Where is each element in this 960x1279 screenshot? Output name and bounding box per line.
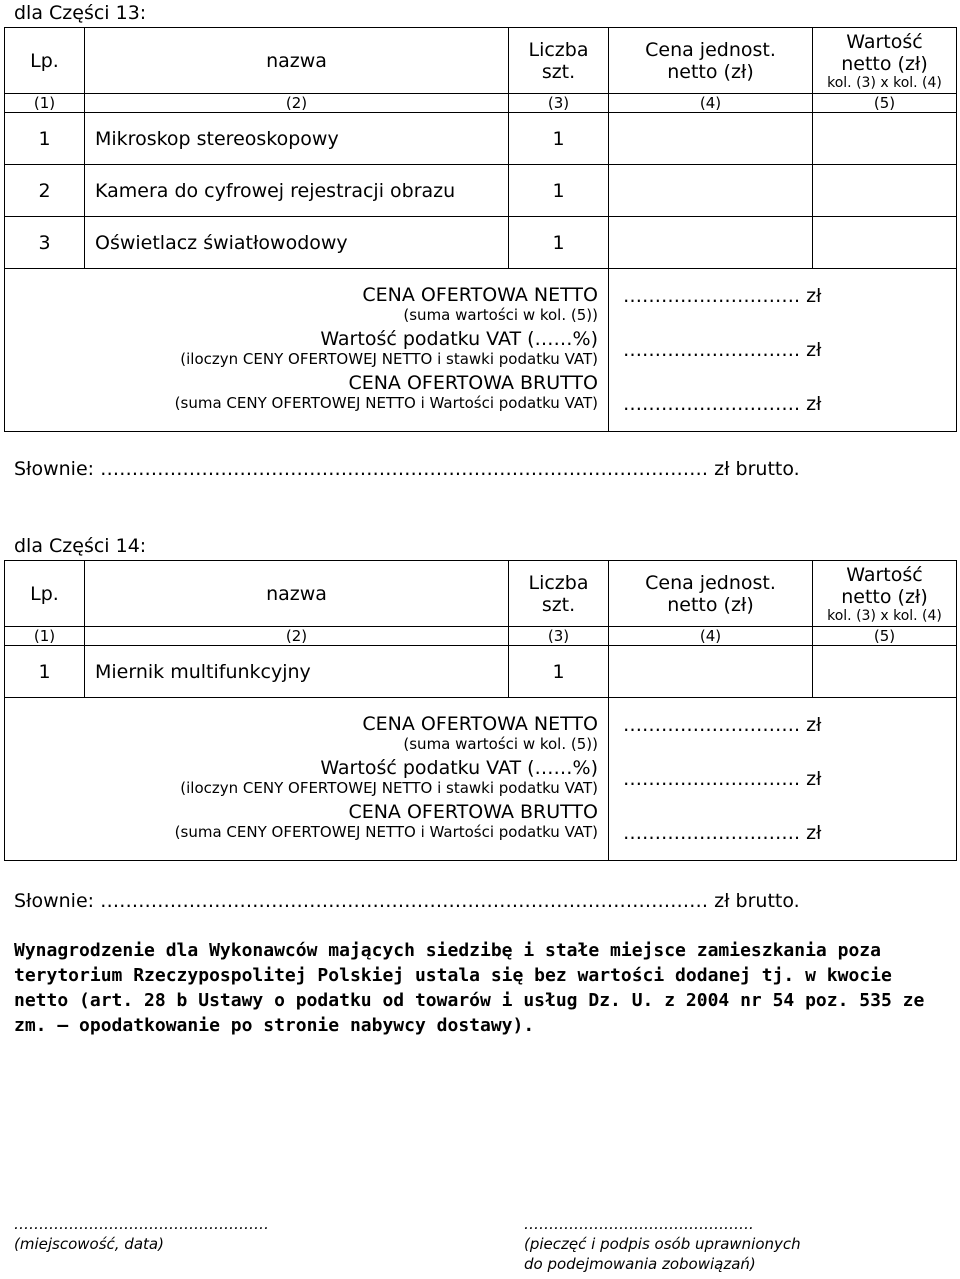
part14-table	[4, 560, 957, 861]
summary-amounts	[609, 269, 957, 432]
column-number-row: (1) (2) (3) (4) (5)	[5, 94, 957, 113]
part13-heading: dla Części 13:	[14, 2, 147, 24]
part13-table	[4, 27, 957, 432]
amount-vat: ………………………. zł	[623, 339, 822, 361]
summary-row	[5, 269, 957, 432]
table-header-row	[5, 28, 957, 94]
amount-brutto: ………………………. zł	[623, 822, 822, 844]
column-number-row: (1) (2) (3) (4) (5)	[5, 627, 957, 646]
header-lp: Lp.	[5, 28, 85, 94]
summary-labels: CENA OFERTOWA NETTO (suma wartości w kol. (5)) Wartość podatku VAT (……%) (iloczyn CENY OFERTOWEJ NETTO i stawki podatku VAT) CENA OFERTOWA BRUTTO (suma CENY OFERTOWEJ NETTO i Wartości podatku VAT)	[5, 269, 609, 432]
vat-note: Wynagrodzenie dla Wykonawców mających siedzibę i stałe miejsce zamieszkania poza terytorium Rzeczypospolitej Polskiej ustala się bez wartości dodanej tj. w kwocie netto (art. 28 b Ustawy o podatku od towarów i usług Dz. U. z 2004 nr 54 poz. 535 ze zm. – opodatkowanie po stronie nabywcy dostawy).	[14, 940, 925, 1036]
summary-labels: CENA OFERTOWA NETTO (suma wartości w kol. (5)) Wartość podatku VAT (……%) (iloczyn CENY OFERTOWEJ NETTO i stawki podatku VAT) CENA OFERTOWA BRUTTO (suma CENY OFERTOWEJ NETTO i Wartości podatku VAT)	[5, 698, 609, 861]
amount-vat: ………………………. zł	[623, 768, 822, 790]
header-cena: Cena jednost. netto (zł)	[609, 561, 813, 627]
table-header-row	[5, 561, 957, 627]
header-nazwa: nazwa	[85, 561, 509, 627]
part14-heading: dla Części 14:	[14, 535, 147, 557]
amount-netto: ………………………. zł	[623, 714, 822, 736]
amount-netto: ………………………. zł	[623, 285, 822, 307]
signature-stamp: ………………………………………. (pieczęć i podpis osób uprawnionych do podejmowania zobowiązań)	[524, 1215, 801, 1273]
header-cena: Cena jednost. netto (zł)	[609, 28, 813, 94]
summary-amounts	[609, 698, 957, 861]
header-lp: Lp.	[5, 561, 85, 627]
table-row: 1 Mikroskop stereoskopowy 1	[5, 113, 957, 165]
slownie-13: Słownie: …………………………………………………………………………………… zł brutto.	[14, 458, 800, 480]
header-liczba: Liczba szt.	[509, 28, 609, 94]
header-nazwa: nazwa	[85, 28, 509, 94]
table-row: 3 Oświetlacz światłowodowy 1	[5, 217, 957, 269]
table-row: 2 Kamera do cyfrowej rejestracji obrazu 1	[5, 165, 957, 217]
slownie-14: Słownie: …………………………………………………………………………………… zł brutto.	[14, 890, 800, 912]
header-wartosc: Wartość netto (zł) kol. (3) x kol. (4)	[813, 561, 957, 627]
table-row: 1 Miernik multifunkcyjny 1	[5, 646, 957, 698]
header-liczba: Liczba szt.	[509, 561, 609, 627]
header-wartosc: Wartość netto (zł) kol. (3) x kol. (4)	[813, 28, 957, 94]
signature-place-date: …………………………………………… (miejscowość, data)	[14, 1215, 269, 1253]
summary-row	[5, 698, 957, 861]
amount-brutto: ………………………. zł	[623, 393, 822, 415]
